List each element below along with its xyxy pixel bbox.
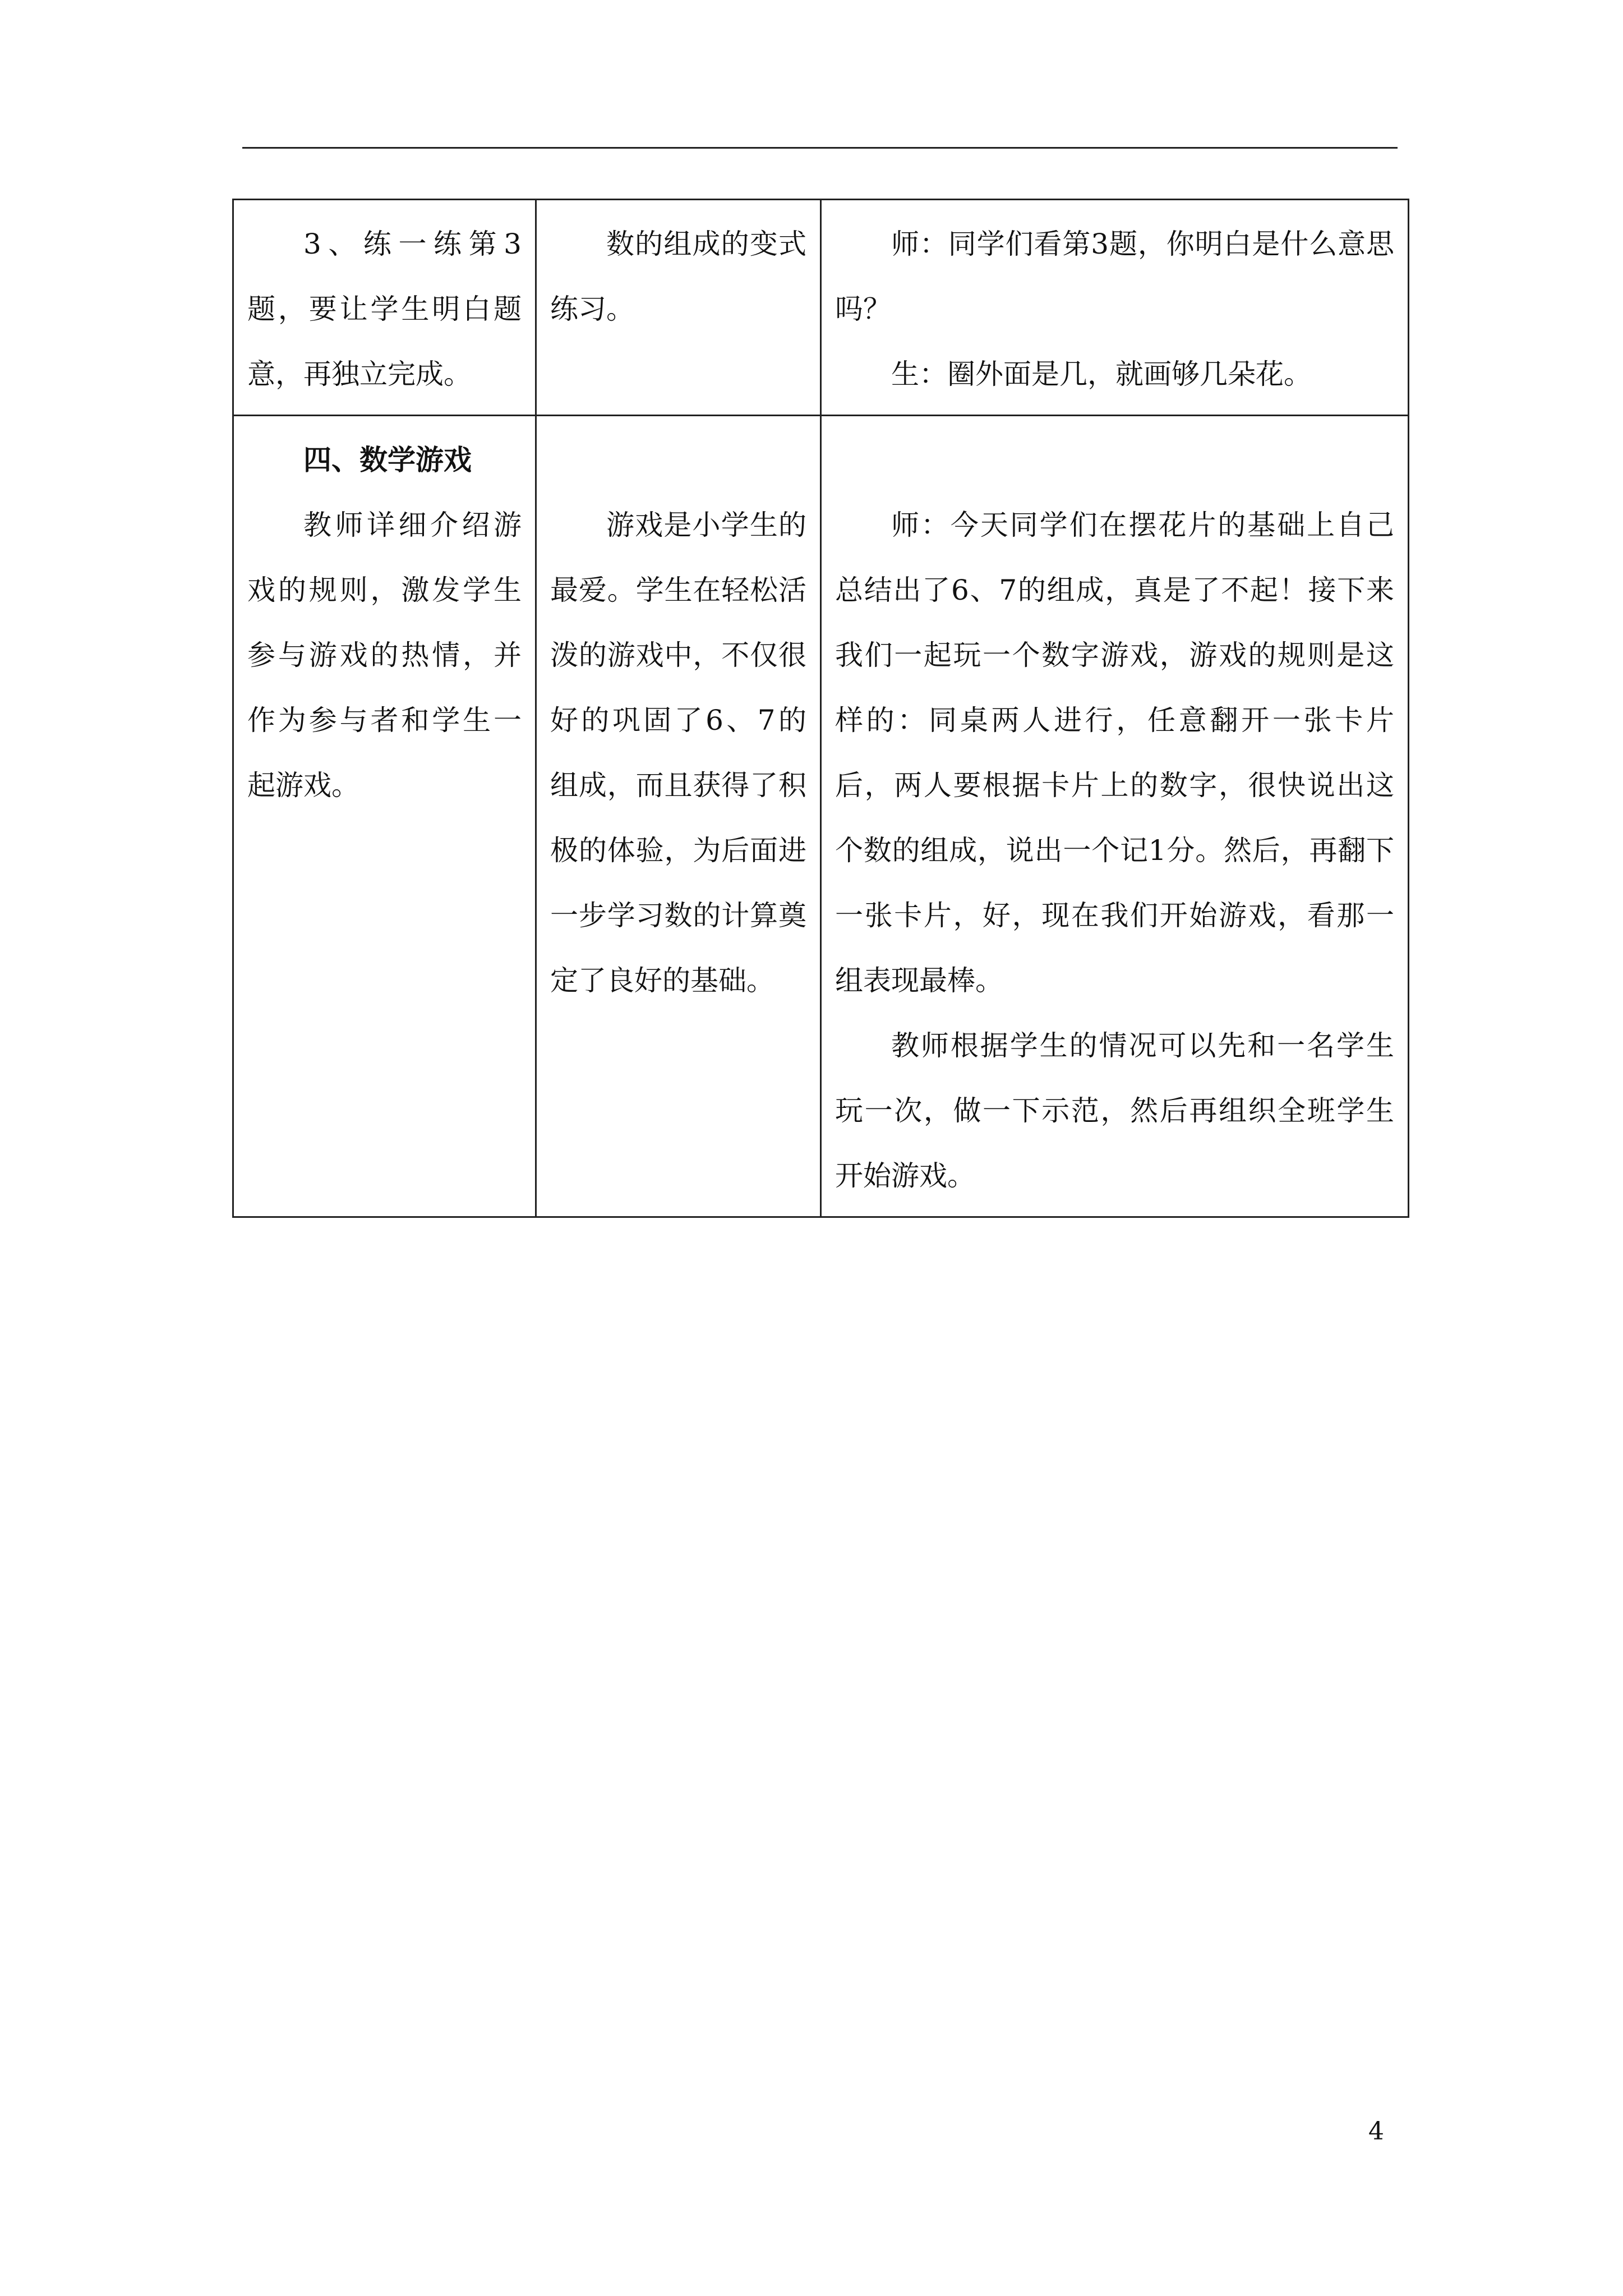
page-number: 4 bbox=[1368, 2117, 1384, 2146]
activity-cell bbox=[233, 416, 536, 1217]
lesson-plan-table bbox=[232, 199, 1409, 1218]
paragraph: 师：同学们看第3题，你明白是什么意思吗？ bbox=[835, 228, 1394, 325]
table-row bbox=[233, 416, 1409, 1217]
paragraph: 教师根据学生的情况可以先和一名学生玩一次，做一下示范，然后再组织全班学生开始游戏。 bbox=[835, 1029, 1394, 1192]
intent-cell bbox=[536, 416, 821, 1217]
paragraph: 教师详细介绍游戏的规则，激发学生参与游戏的热情，并作为参与者和学生一起游戏。 bbox=[247, 509, 522, 802]
dialogue-cell bbox=[821, 416, 1409, 1217]
header-rule bbox=[242, 147, 1398, 149]
intent-cell bbox=[536, 200, 821, 416]
paragraph: 师：今天同学们在摆花片的基础上自己总结出了6、7的组成，真是了不起！接下来我们一起玩一个数字游戏，游戏的规则是这样的：同桌两人进行，任意翻开一张卡片后，两人要根据卡片上的数字，很快说出这个数的组成，说出一个记1分。然后，再翻下一张卡片，好，现在我们开始游戏，看那一组表现最棒。 bbox=[835, 509, 1394, 997]
dialogue-cell bbox=[821, 200, 1409, 416]
paragraph: 3、练一练第3题，要让学生明白题意，再独立完成。 bbox=[247, 228, 522, 390]
paragraph: 数的组成的变式练习。 bbox=[550, 228, 806, 325]
table-row bbox=[233, 200, 1409, 416]
paragraph: 生：圈外面是几，就画够几朵花。 bbox=[891, 358, 1312, 390]
paragraph: 游戏是小学生的最爱。学生在轻松活泼的游戏中，不仅很好的巩固了6、7的组成，而且获得了积极的体验，为后面进一步学习数的计算奠定了良好的基础。 bbox=[550, 509, 806, 997]
activity-cell bbox=[233, 200, 536, 416]
section-heading: 四、数学游戏 bbox=[303, 443, 472, 476]
